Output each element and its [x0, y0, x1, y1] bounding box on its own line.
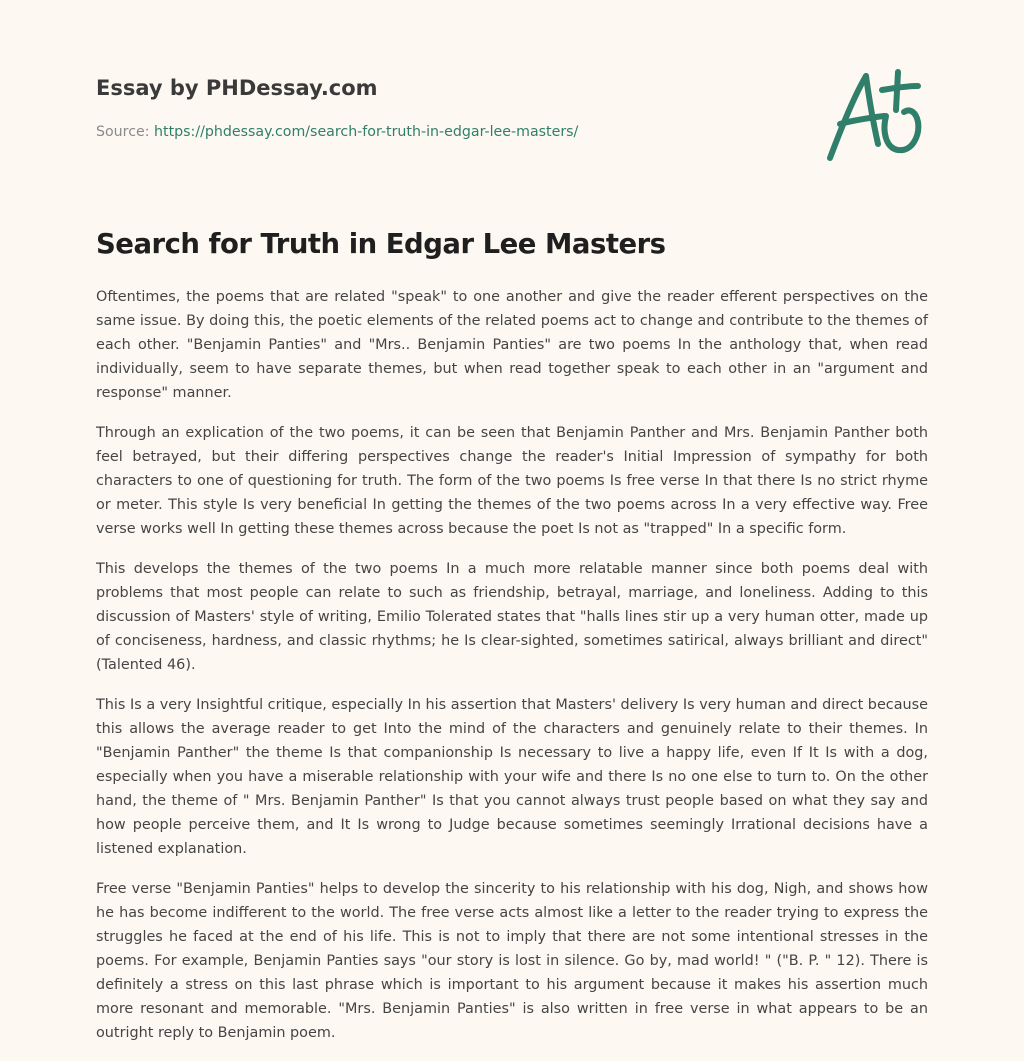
essay-paragraph: Through an explication of the two poems, it can be seen that Benjamin Panther and Mrs. Benjamin Panther both feel betrayed, but their differing perspectives change the reader's Initial Impression of sympathy for both characters to one of questioning for truth. The form of the two poems Is free verse In that there Is no strict rhyme or meter. This style Is very beneficial In getting the themes of the two poems across In a very effective way. Free verse works well In getting these themes across because the poet Is not as "trapped" In a specific form.: [96, 425, 928, 537]
source-link[interactable]: https://phdessay.com/search-for-truth-in-edgar-lee-masters/: [154, 124, 579, 140]
site-brand: Essay by PHDessay.com: [96, 76, 378, 100]
essay-paragraph: Free verse "Benjamin Panties" helps to develop the sincerity to his relationship with his dog, Nigh, and shows how he has become indifferent to the world. The free verse acts almost like a letter to the reader trying to express the struggles he faced at the end of his life. This is not to imply that there are not some intentional stresses in the poems. For example, Benjamin Panties says "our story is lost in silence. Go by, mad world! " ("B. P. " 12). There is definitely a stress on this last phrase which is important to his argument because it makes his assertion much more resonant and memorable. "Mrs. Benjamin Panties" is also written in free verse in what appears to be an outright reply to Benjamin poem.: [96, 881, 928, 1041]
essay-title: Search for Truth in Edgar Lee Masters: [96, 228, 666, 260]
essay-body: [96, 285, 928, 1061]
source-label: Source:: [96, 124, 150, 140]
essay-paragraph: This develops the themes of the two poems In a much more relatable manner since both poems deal with problems that most people can relate to such as friendship, betrayal, marriage, and loneliness. Adding to this discussion of Masters' style of writing, Emilio Tolerated states that "halls lines stir up a very human otter, made up of conciseness, hardness, and classic rhythms; he Is clear-sighted, sometimes satirical, always brilliant and direct" (Talented 46).: [96, 561, 928, 673]
a-plus-logo: [820, 66, 930, 166]
logo-swirl: [885, 110, 919, 150]
essay-paragraph: This Is a very Insightful critique, especially In his assertion that Masters' delivery Is very human and direct because this allows the average reader to get Into the mind of the characters and genuinely relate to their themes. In "Benjamin Panther" the theme Is that companionship Is necessary to live a happy life, even If It Is with a dog, especially when you have a miserable relationship with your wife and there Is no one else to turn to. On the other hand, the theme of " Mrs. Benjamin Panther" Is that you cannot always trust people based on what they say and how people perceive them, and It Is wrong to Judge because sometimes seemingly Irrational decisions have a listened explanation.: [96, 697, 928, 857]
source-line: [96, 124, 578, 140]
logo-plus-horizontal: [882, 86, 918, 90]
essay-paragraph: Oftentimes, the poems that are related "speak" to one another and give the reader efferent perspectives on the same issue. By doing this, the poetic elements of the related poems act to change and contribute to the themes of each other. "Benjamin Panties" and "Mrs.. Benjamin Panties" are two poems In the anthology that, when read individually, seem to have separate themes, but when read together speak to each other in an "argument and response" manner.: [96, 289, 928, 401]
logo-plus-vertical: [896, 72, 898, 110]
logo-a-right-stroke: [866, 76, 878, 144]
